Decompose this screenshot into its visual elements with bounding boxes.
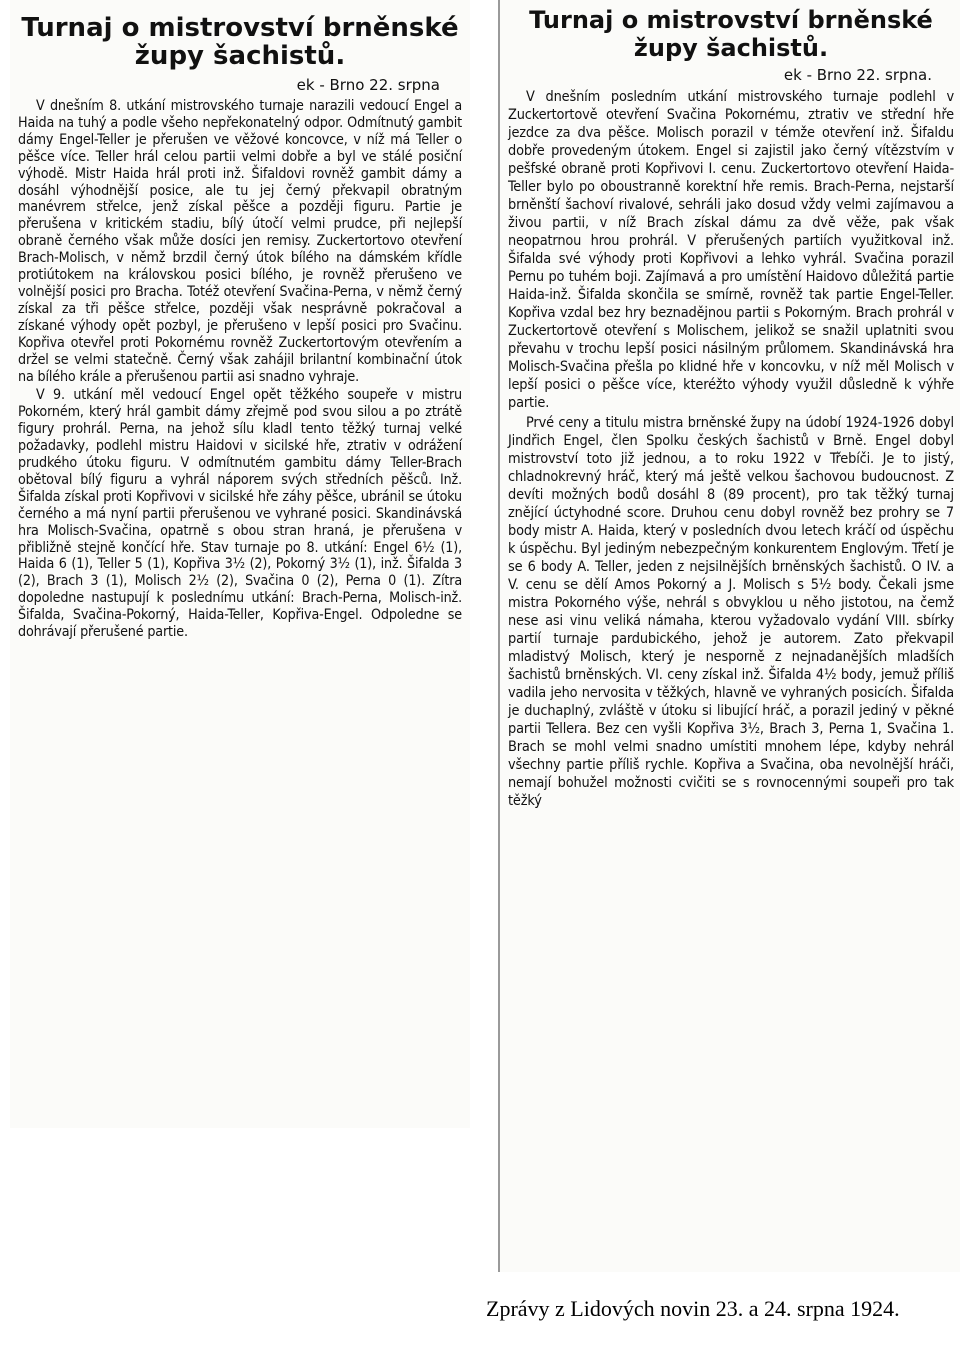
clipping-paragraph: Prvé ceny a titulu mistra brněnské župy na údobí 1924-1926 dobyl Jindřich Engel, člen Spolku českých šachistů v Brně. Engel dobyl mistrovství toto již jednou, a to roku 1922 v Třebíči. Je to jistý, chladnokrevný hráč, který má ještě velkou šachovou budoucnost. Z devíti možných bodů dosáhl 8 (89 procent), pro tak těžký turnaj znějící úctyhodné score. Druhou cenu dobyl rovněž bez prohry se 7 body mistr A. Haida, který v posledních dvou letech kráčí od úspěchu k úspěchu. Byl jediným nebezpečným konkurentem Englovým. Třetí je se 6 body A. Teller, jeden z nejsilnějších brněnských šachistů. O IV. a V. cenu se dělí Amos Pokorný a J. Molisch s 5½ body. Čekali jsme mistra Pokorného výše, nehrál s obvyklou u něho jistotou, na čemž nese asi vinu veliká námaha, kterou vyžadovalo vydání VIII. sbírky partií turnaje pardubického, jehož je autorem. Zato překvapil mladistvý Molisch, který je nesporně z nejnadanějších mladších šachistů brněnských. VI. ceny získal inž. Šifalda 4½ body, jemuž příliš vadila jeho nervosita v těžkých, hlavně ve vyhraných posicích. Šifalda je duchaplný, zvláště v útoku si libující hráč, a porazil jediný v pěkné partii Tellera. Bez cen vyšli Kopřiva 3½, Brach 3, Perna 1, Svačina 1. Brach se mohl velmi snadno umístiti mnohem lépe, kdyby nehrál všechny partie příliš rychle. Kopřiva a Svačina, oba nevolnější hráči, nemají bohužel možnosti cvičiti se s rovnocennými soupeři pro tak těžký [508,415,954,809]
clipping-dateline: ek - Brno 22. srpna [296,76,440,94]
figure-caption: Zprávy z Lidových novin 23. a 24. srpna 1924. [486,1296,900,1321]
newspaper-clipping-left [10,0,470,1128]
clipping-paragraph: V dnešním posledním utkání mistrovského turnaje podlehl v Zuckertortově otevření Svačina Pokornému, ztrativ ve střední hře jezdce za dva pěšce. Molisch porazil v témže otevření inž. Šifaldu dobře provedeným útokem. Engel si zajistil jako černý vítězstvím v pešfské obraně proti Kopřivovi I. cenu. Zuckertortovo otevření Haida-Teller bylo po oboustranně korektní hře remis. Brach-Perna, nejstarší brněnští šachoví rivalové, sehráli jako dosud vždy velmi zajímavou a živou partii, v níž Brach získal dámu za dvě věže, pak však neopatrnou hrou prohrál. V přerušených partiích využitkoval inž. Šifalda své výhody proti Kopřivovi a lehko vyhrál. Svačina porazil Pernu po tuhém boji. Zajímavá a pro umístění Haidovo důležitá partie Haida-inž. Šifalda skončila se smírně, rovněž tak partie Engel-Teller. Kopřiva vzdal bez hry beznadějnou partii s Pokorným. Brach prohrál v Zuckertortově otevření s Molischem, jelikož se snažil uplatniti svou převahu v trochu lepší posici násilným průlomem. Skandinávská hra Molisch-Svačina přešla po klidné hře v koncovku, v níž měl Molisch v lepší posici o pěšce více, kteréžto výhody využil důsledně k výhře partie. [508,89,954,411]
clipping-paragraph: V dnešním 8. utkání mistrovského turnaje narazili vedoucí Engel a Haida na tuhý a podle všeho nepřekonatelný odpor. Odmítnutý gambit dámy Engel-Teller je přerušen ve věžové koncovce, v níž má Teller o pěšce více. Teller hrál celou partii velmi dobře a byl ve stálé posiční výhodě. Mistr Haida hrál proti inž. Šifaldovi rovněž gambit dámy a dosáhl výhodnější posice, ale tu jej černý překvapil obratným manévrem střelce, jenž získal pěšce a později figuru. Partie je přerušena v kritickém stadiu, bílý útočí velmi prudce, při nejlepší obraně černého však může dosíci jen remisy. Zuckertortovo otevření Brach-Molisch, v němž brzdil černý útok bílého na dámském křídle protiútokem na královskou posici bílého, je rovněž přerušeno ve volnější posici pro Bracha. Totéž otevření Svačina-Perna, v němž černý získal za tři pěšce střelce, později však nesprávně pokračoval a získané výhody opět pozbyl, je přerušeno v lepší posici pro Svačinu. Kopřiva otevřel proti Pokornému rovněž Zuckertortovým otevřením a držel se velmi statečně. Černý však zahájil brilantní kombinační útok na bílého krále a přerušenou partii asi snadno vyhraje. [18,98,462,385]
newspaper-clipping-right [500,0,960,1272]
clipping-paragraph: V 9. utkání měl vedoucí Engel opět těžkého soupeře v mistru Pokorném, který hrál gambit dámy zřejmě pod svou silou a po ztrátě figury prohrál. Perna, na jehož sílu kladl tento těžký turnaj velké požadavky, podlehl mistru Haidovi v sicilské hře, ztrativ v odrážení prudkého útoku figuru. V odmítnutém gambitu dámy Teller-Brach obětoval bílý figuru a vyhrál náporem svých středních pěšců. Inž. Šifalda získal proti Kopřivovi v sicilské hře záhy pěšce, ubránil se útoku černého a má nyní partii přerušenou ve vyhrané posici. Skandinávská hra Molisch-Svačina, opatrně s obou stran hraná, je přerušena v přibližně stejně končící hře. Stav turnaje po 8. utkání: Engel 6½ (1), Haida 6 (1), Teller 5 (1), Kopřiva 3½ (2), Pokorný 3½ (1), inž. Šifalda 3 (2), Brach 3 (1), Molisch 2½ (2), Svačina 0 (2), Perna 0 (1). Zítra dopoledne nastupují k poslednímu utkání: Brach-Perna, Molisch-inž. Šifalda, Svačina-Pokorný, Haida-Teller, Kopřiva-Engel. Odpoledne se dohrávají přerušené partie. [18,387,462,641]
clipping-headline: Turnaj o mistrovství brněnské župy šachistů. [21,13,459,71]
clipping-headline: Turnaj o mistrovství brněnské župy šachistů. [529,6,933,62]
clipping-dateline: ek - Brno 22. srpna. [783,66,932,84]
